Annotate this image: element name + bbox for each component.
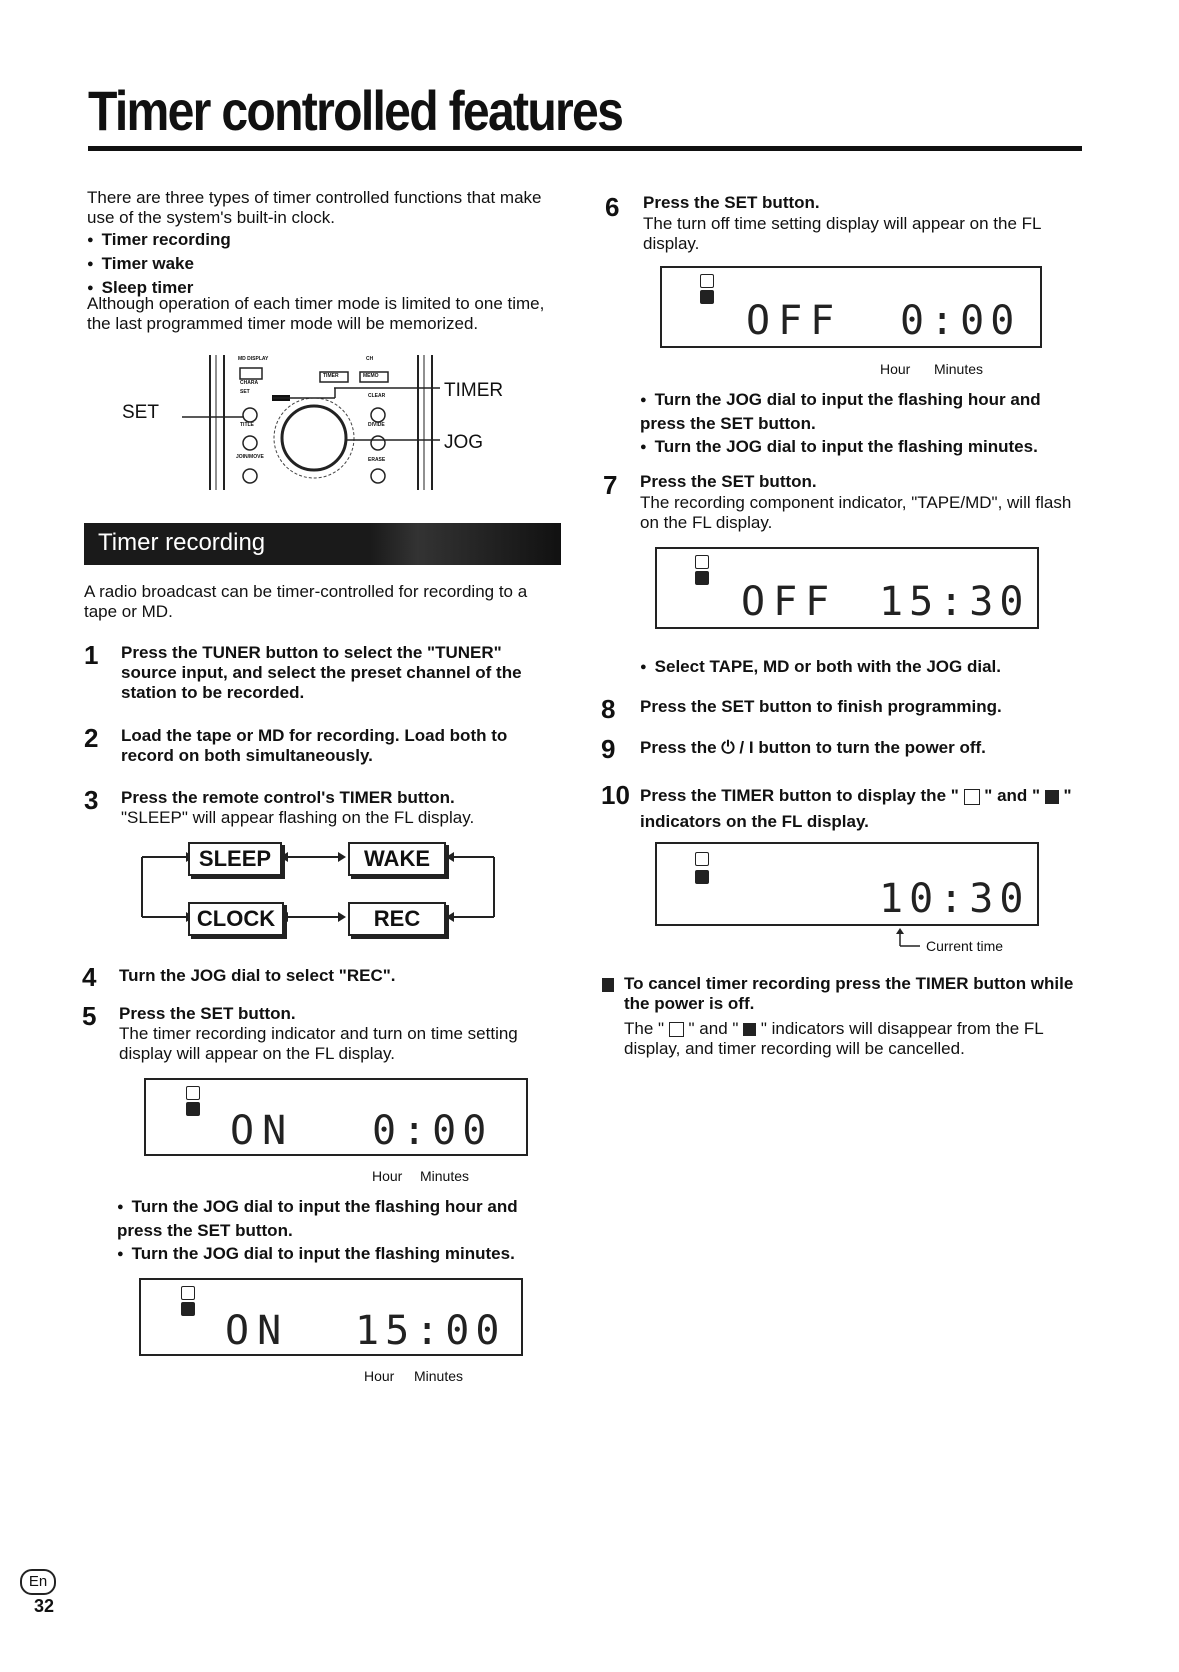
step-bullet: ● Select TAPE, MD or both with the JOG dial.: [640, 656, 1080, 680]
fl-display-off-15: [655, 547, 1039, 629]
step-number: 1: [84, 640, 99, 670]
fl-display-on-0: [144, 1078, 528, 1156]
section-intro: A radio broadcast can be timer-controlled for recording to a tape or MD.: [84, 582, 528, 621]
fl-display-off-0: [660, 266, 1042, 348]
timer-indicator-icon: [695, 555, 709, 569]
hour-label: Hour: [880, 361, 911, 377]
fl-time-text: 15:00: [355, 1308, 506, 1354]
timer-label: TIMER: [444, 380, 504, 401]
fl-mode-text: ON: [225, 1308, 290, 1354]
step-number: 7: [603, 470, 618, 500]
section-heading: Timer recording: [98, 529, 266, 556]
minutes-label: Minutes: [420, 1168, 470, 1184]
step-text: The recording component indicator, "TAPE/MD", will flash on the FL display.: [640, 493, 1072, 532]
step-number: 5: [82, 1001, 97, 1031]
step-number: 3: [84, 785, 99, 815]
rec-indicator-icon: [181, 1302, 195, 1316]
intro-text-2: Although operation of each timer mode is limited to one time, the last programmed timer mode will be memorized.: [87, 294, 545, 333]
rec-indicator-icon: [186, 1102, 200, 1116]
step-number: 2: [84, 723, 99, 753]
sleep-mode: SLEEP: [188, 842, 282, 876]
cancel-title: To cancel timer recording press the TIMER button while the power is off.: [624, 974, 1074, 1013]
step-number: 9: [601, 734, 616, 764]
cancel-text: [624, 1019, 1074, 1059]
step-title: [640, 783, 1080, 835]
ch-text: CH: [366, 356, 374, 362]
step-text: The turn off time setting display will appear on the FL display.: [643, 214, 1041, 253]
md-display-button: [240, 368, 262, 379]
fl-mode-text: ON: [230, 1108, 295, 1154]
step-title: Press the SET button to finish programming.: [640, 697, 1002, 716]
minutes-label: Minutes: [414, 1368, 464, 1384]
step-text: "SLEEP" will appear flashing on the FL display.: [121, 808, 475, 827]
chara-text: CHARA: [240, 380, 259, 386]
timer-text: TIMER: [323, 373, 339, 379]
rec-mode: REC: [348, 902, 446, 936]
step-title: Load the tape or MD for recording. Load both to record on both simultaneously.: [121, 726, 508, 765]
step-number: 8: [601, 694, 616, 724]
step-title: Press the TUNER button to select the "TUNER" source input, and select the preset channel of the station to be recorded.: [121, 643, 522, 702]
title-text: TITLE: [240, 422, 254, 428]
fl-time-text: 0:00: [900, 298, 1021, 344]
step-number: 4: [82, 962, 97, 992]
step-title-part: " indicators on the FL display.: [640, 786, 1072, 831]
current-time-pointer: [894, 928, 924, 950]
fl-time-text: 0:00: [372, 1108, 493, 1154]
title-rule: [88, 146, 1082, 151]
fl-mode-text: OFF: [741, 579, 838, 625]
language-badge: En: [20, 1569, 56, 1595]
fl-display-current: [655, 842, 1039, 926]
step-title: Press the ⏻ / I button to turn the power off.: [640, 738, 986, 757]
cancel-text-part: " indicators will disappear from the FL display, and timer recording will be cancelled.: [624, 1019, 1044, 1058]
join-move-text: JOIN/MOVE: [236, 454, 264, 460]
rec-indicator-icon: [1045, 790, 1059, 804]
set-text: SET: [240, 389, 250, 395]
timer-indicator-icon: [669, 1022, 684, 1037]
intro-bullet: ● Sleep timer: [87, 277, 231, 301]
step-title-part: Press the TIMER button to display the ": [640, 786, 959, 805]
minutes-label: Minutes: [934, 361, 984, 377]
timer-indicator-icon: [964, 789, 980, 805]
timer-indicator-icon: [700, 274, 714, 288]
section-banner: [84, 523, 561, 565]
step-title: Press the SET button.: [119, 1004, 296, 1023]
jog-dial: [282, 406, 346, 470]
step-bullet: ● Turn the JOG dial to input the flashing minutes.: [117, 1243, 567, 1267]
wake-mode: WAKE: [348, 842, 446, 876]
set-label: SET: [122, 402, 159, 423]
step-title: Press the SET button.: [640, 472, 817, 491]
step-text: The timer recording indicator and turn on time setting display will appear on the FL display.: [119, 1024, 518, 1063]
hour-label: Hour: [364, 1368, 395, 1384]
step-bullet: ● Turn the JOG dial to input the flashing hour and press the SET button.: [117, 1196, 567, 1241]
intro-bullets: [87, 229, 231, 301]
panel-diagram: [120, 350, 540, 490]
step-bullet: ● Turn the JOG dial to input the flashing hour and press the SET button.: [640, 389, 1090, 434]
step-title-part: " and ": [984, 786, 1041, 805]
note-square-icon: [602, 978, 614, 992]
cancel-text-part: The ": [624, 1019, 665, 1038]
step-title: Press the SET button.: [643, 193, 820, 212]
fl-mode-text: OFF: [746, 298, 843, 344]
hour-label: Hour: [372, 1168, 403, 1184]
step-title: Turn the JOG dial to select "REC".: [119, 966, 396, 985]
step-number: 10: [601, 780, 630, 810]
bullets-after-step5: [117, 1196, 567, 1267]
bullets-after-step6: [640, 389, 1090, 460]
clock-mode: CLOCK: [188, 902, 284, 936]
jog-label: JOG: [444, 432, 484, 453]
timer-indicator-icon: [181, 1286, 195, 1300]
jog-ring: [274, 398, 354, 478]
current-time-label: Current time: [926, 938, 1004, 954]
divide-text: DIVIDE: [368, 422, 385, 428]
rec-indicator-icon: [695, 571, 709, 585]
timer-indicator-icon: [186, 1086, 200, 1100]
timer-indicator-icon: [695, 852, 709, 866]
md-display-text: MD DISPLAY: [238, 356, 269, 362]
fl-display-on-15: [139, 1278, 523, 1356]
rec-indicator-icon: [700, 290, 714, 304]
erase-text: ERASE: [368, 457, 386, 463]
clear-text: CLEAR: [368, 393, 386, 399]
step-number: 6: [605, 192, 620, 222]
intro-bullet: ● Timer recording: [87, 229, 231, 253]
step-bullet: ● Turn the JOG dial to input the flashing minutes.: [640, 436, 1090, 460]
rec-indicator-icon: [743, 1023, 756, 1036]
memo-text: MEMO: [363, 373, 379, 379]
fl-time-text: 10:30: [879, 876, 1030, 922]
intro-text: There are three types of timer controlled functions that make use of the system's built-in clock.: [87, 188, 542, 227]
step-title: Press the remote control's TIMER button.: [121, 788, 455, 807]
page-title: Timer controlled features: [88, 79, 623, 142]
intro-bullet: ● Timer wake: [87, 253, 231, 277]
fl-time-text: 15:30: [879, 579, 1030, 625]
cancel-text-part: " and ": [688, 1019, 739, 1038]
page-number: 32: [34, 1596, 55, 1616]
rec-indicator-icon: [695, 870, 709, 884]
